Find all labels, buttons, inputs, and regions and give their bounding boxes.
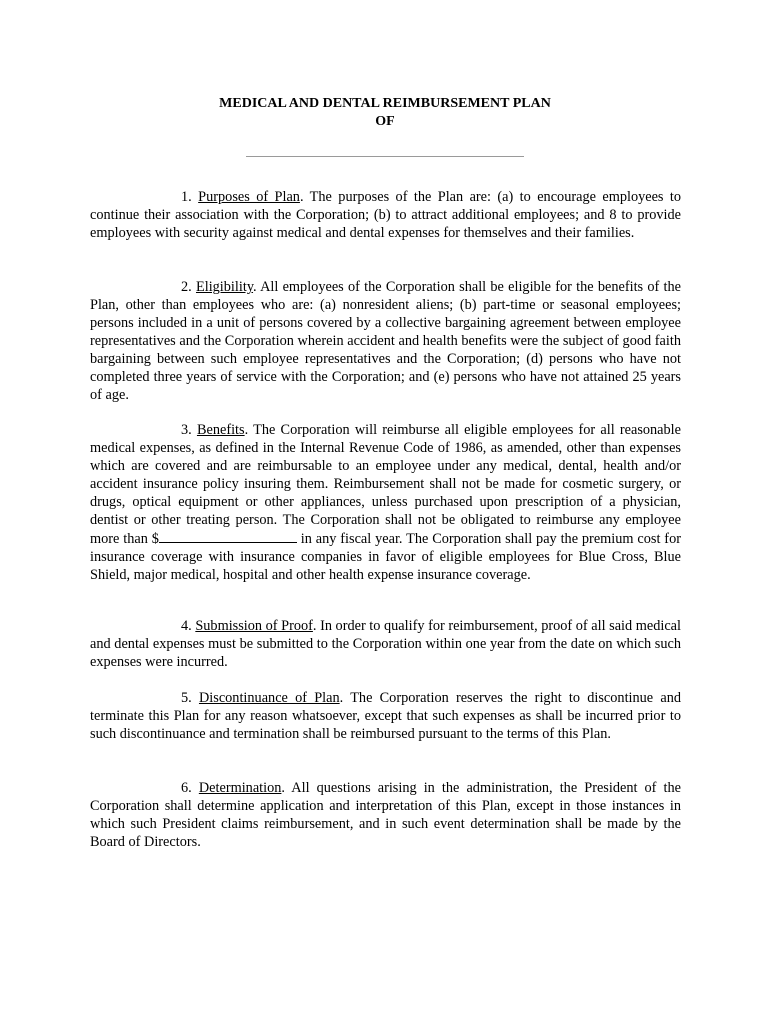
section-number: 6.	[181, 780, 192, 797]
section-heading: Discontinuance of Plan	[198, 690, 340, 707]
amount-blank-field	[159, 530, 297, 543]
section-benefits: 3. Benefits. The Corporation will reimburse all eligible employees for all reasonable medical expenses, as defined in the Internal Revenue Code of 1986, as amended, other than expenses which are covered and are reimbursable to an employee under any medical, dental, health and/or accident insurance policy insuring them. Reimbursement shall not be made for cosmetic surgery, or drugs, optical equipment or other appliances, unless purchased upon prescription of a physician, dentist or other treating person. The Corporation shall not be obligated to reimburse any employee more than $ in any fiscal year. The Corporation shall pay the premium cost for insurance coverage with insurance companies in favor of eligible employees for Blue Cross, Blue Shield, major medical, hospital and other health expense insurance coverage.	[90, 422, 681, 583]
section-heading: Submission of Proof	[195, 618, 313, 635]
section-number: 4.	[181, 618, 192, 635]
section-heading: Eligibility	[195, 279, 254, 296]
title-line-2: OF	[375, 114, 395, 129]
section-text-before-blank: The Corporation will reimburse all eligible employees for all reasonable medical expenses, as defined in the Internal Revenue Code of 1986, as amended, other than expenses which are covered and are reimbursable to an employee under any medical, dental, health and/or accident insurance policy insuring them. Reimbursement shall not be made for cosmetic surgery, or drugs, optical equipment or other appliances, unless purchased upon prescription of a physician, dentist or other treating person. The Corporation shall not be obligated to reimburse any employee more than $	[90, 422, 681, 547]
section-eligibility: 2. Eligibility. All employees of the Corporation shall be eligible for the benefits of the Plan, other than employees who are: (a) nonresident aliens; (b) part-time or seasonal employees; persons included in a unit of persons covered by a collective bargaining agreement between employee representatives and the Corporation wherein accident and health benefits were the subject of good faith bargaining between such employee representatives and the Corporation; (d) persons who have not completed three years of service with the Corporation; and (e) persons who have not attained 25 years of age.	[90, 279, 681, 403]
section-text-after-blank: in any fiscal year. The Corporation shall pay the premium cost for insurance coverage with insurance companies in favor of eligible employees for Blue Cross, Blue Shield, major medical, hospital and other health expense insurance coverage.	[90, 530, 681, 583]
document-title	[90, 95, 680, 131]
company-name-blank-line	[246, 156, 524, 157]
section-text: The purposes of the Plan are: (a) to encourage employees to continue their association with the Corporation; (b) to attract additional employees; and 8 to provide employees with security against medical and dental expenses for themselves and their families.	[90, 189, 682, 242]
section-discontinuance: 5. Discontinuance of Plan. The Corporation reserves the right to discontinue and terminate this Plan for any reason whatsoever, except that such expenses as shall be incurred prior to such discontinuance and termination shall be reimbursed pursuant to the terms of this Plan.	[90, 690, 682, 743]
section-text: All questions arising in the administration, the President of the Corporation shall determine application and interpretation of this Plan, except in those instances in which such President claims reimbursement, and in such event determination shall be made by the Board of Directors.	[90, 780, 681, 851]
section-number: 1.	[181, 189, 192, 206]
section-text: In order to qualify for reimbursement, proof of all said medical and dental expenses must be submitted to the Corporation within one year from the date on which such expenses were incurred.	[90, 618, 681, 671]
section-heading: Benefits	[196, 422, 245, 439]
section-submission-of-proof: 4. Submission of Proof. In order to qualify for reimbursement, proof of all said medical and dental expenses must be submitted to the Corporation within one year from the date on which such expenses were incurred.	[90, 618, 681, 671]
section-heading: Determination	[198, 780, 282, 797]
section-purposes: 1. Purposes of Plan. The purposes of the Plan are: (a) to encourage employees to continue their association with the Corporation; (b) to attract additional employees; and 8 to provide employees with security against medical and dental expenses for themselves and their families.	[90, 189, 682, 242]
section-text: All employees of the Corporation shall be eligible for the benefits of the Plan, other than employees who are: (a) nonresident aliens; (b) part-time or seasonal employees; persons included in a unit of persons covered by a collective bargaining agreement between employee representatives and the Corporation wherein accident and health benefits were the subject of good faith bargaining between such employee representatives and the Corporation; (d) persons who have not completed three years of service with the Corporation; and (e) persons who have not attained 25 years of age.	[90, 279, 681, 403]
section-number: 3.	[181, 422, 192, 439]
title-line-1: MEDICAL AND DENTAL REIMBURSEMENT PLAN	[219, 96, 551, 111]
section-determination: 6. Determination. All questions arising in the administration, the President of the Corporation shall determine application and interpretation of this Plan, except in those instances in which such President claims reimbursement, and in such event determination shall be made by the Board of Directors.	[90, 780, 681, 851]
section-number: 2.	[181, 279, 192, 296]
section-heading: Purposes of Plan	[198, 189, 300, 206]
section-number: 5.	[181, 690, 192, 707]
section-text: The Corporation reserves the right to discontinue and terminate this Plan for any reason whatsoever, except that such expenses as shall be incurred prior to such discontinuance and termination shall be reimbursed pursuant to the terms of this Plan.	[90, 690, 682, 743]
